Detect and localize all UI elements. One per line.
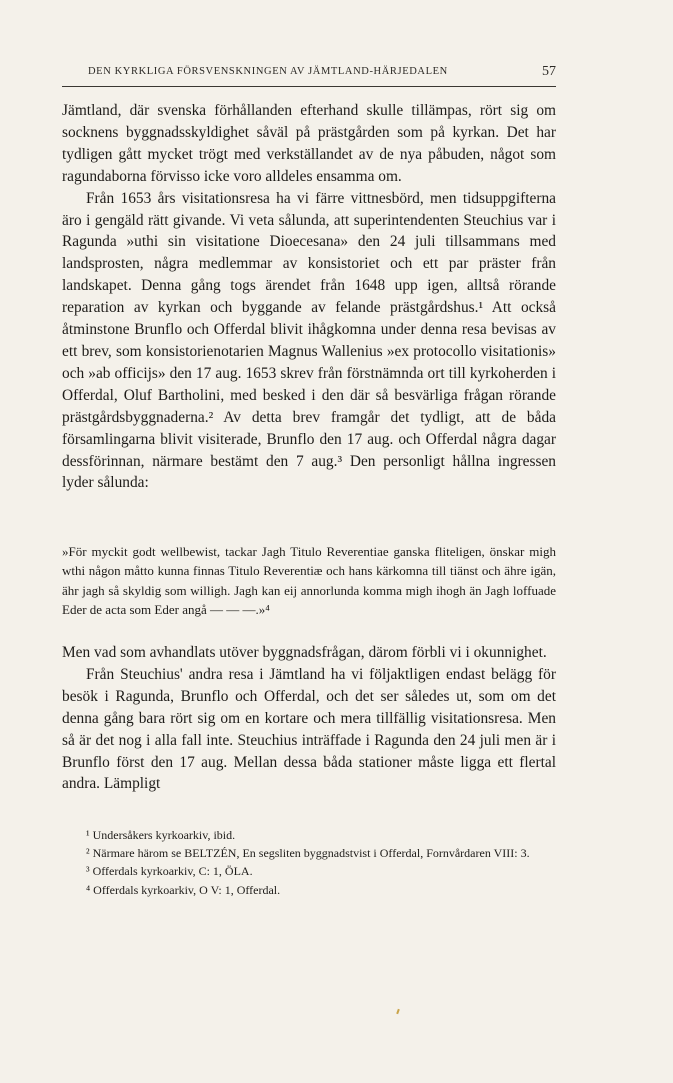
running-title: DEN KYRKLIGA FÖRSVENSKNINGEN AV JÄMTLAND-HÄRJEDALEN xyxy=(88,66,448,77)
paragraph: Från 1653 års visitationsresa ha vi färre vittnesbörd, men tidsuppgifterna äro i gengäld rätt givande. Vi veta sålunda, att superintendenten Steuchius var i Ragunda »uthi sin visitatione Dioecesana» den 24 juli tillsammans med landsprosten, några medlemmar av konsistoriet och ett par präster från landskapet. Denna gång togs ärendet från 1648 upp igen, alltså rörande reparation av kyrkan och byggande av felande prästgårdshus.¹ Att också åtminstone Brunflo och Offerdal blivit ihågkomna under denna resa bevisas av ett brev, som konsistorienotarien Magnus Wallenius »ex protocollo visitationis» och »ab officijs» den 17 aug. 1653 skrev från förstnämnda ort till kyrkoherden i Offerdal, Oluf Bartholini, med besked i den där så besvärliga frågan rörande prästgårdsbyggnaderna.² Av detta brev framgår det tydligt, att de båda församlingarna blivit visiterade, Brunflo den 17 aug. och Offerdal några dagar dessförinnan, närmare bestämt den 7 aug.³ Den personligt hållna ingressen lyder sålunda: xyxy=(62,189,556,492)
footnotes xyxy=(62,826,556,899)
paragraph: Från Steuchius' andra resa i Jämtland ha vi följaktligen endast belägg för besök i Ragunda, Brunflo och Offerdal, och det ser således ut, som om det denna gång bara rört sig om en kortare och mera tillfällig visitationsresa. Men så är det nog i alla fall inte. Steuchius inträffade i Ragunda den 24 juli men är i Brunflo först den 17 aug. Mellan dessa båda stationer måste ligga ett flertal andra. Lämpligt xyxy=(62,665,556,793)
footnote: ³ Offerdals kyrkoarkiv, C: 1, ÖLA. xyxy=(86,864,253,879)
running-header xyxy=(88,66,556,77)
paragraph: Men vad som avhandlats utöver byggnadsfrågan, därom förbli vi i okunnighet. xyxy=(62,644,547,661)
main-text-continued xyxy=(62,642,556,795)
page-number: 57 xyxy=(542,64,556,79)
paper-speck xyxy=(396,1009,400,1014)
header-rule xyxy=(62,86,556,87)
footnote: ¹ Undersåkers kyrkoarkiv, ibid. xyxy=(86,828,236,842)
main-text xyxy=(62,100,556,494)
footnote: ² Närmare härom se BELTZÉN, En segsliten byggnadstvist i Offerdal, Fornvårdaren VIII: 3. xyxy=(86,846,530,861)
paragraph: Jämtland, där svenska förhållanden efterhand skulle tillämpas, rört sig om socknens byggnadsskyldighet såväl på prästgården som på kyrkan. Det har tydligen gått mycket trögt med verkställandet av de nya påbuden, något som ragundaborna förvisso icke voro alldeles ensamma om. xyxy=(62,102,556,185)
block-quote: »För myckit godt wellbewist, tackar Jagh Titulo Reverentiae ganska fliteligen, önskar migh wthi någon måtto kunna finnas Titulo Reverentiæ och hans kärkomna till tiänst och ähre igän, ähr jagh så skyldig som willigh. Jagh kan eij annorlunda komma migh ihogh än Jagh loffuade Eder de acta som Eder angå — — —.»⁴ xyxy=(62,544,556,618)
footnote: ⁴ Offerdals kyrkoarkiv, O V: 1, Offerdal. xyxy=(86,882,281,897)
